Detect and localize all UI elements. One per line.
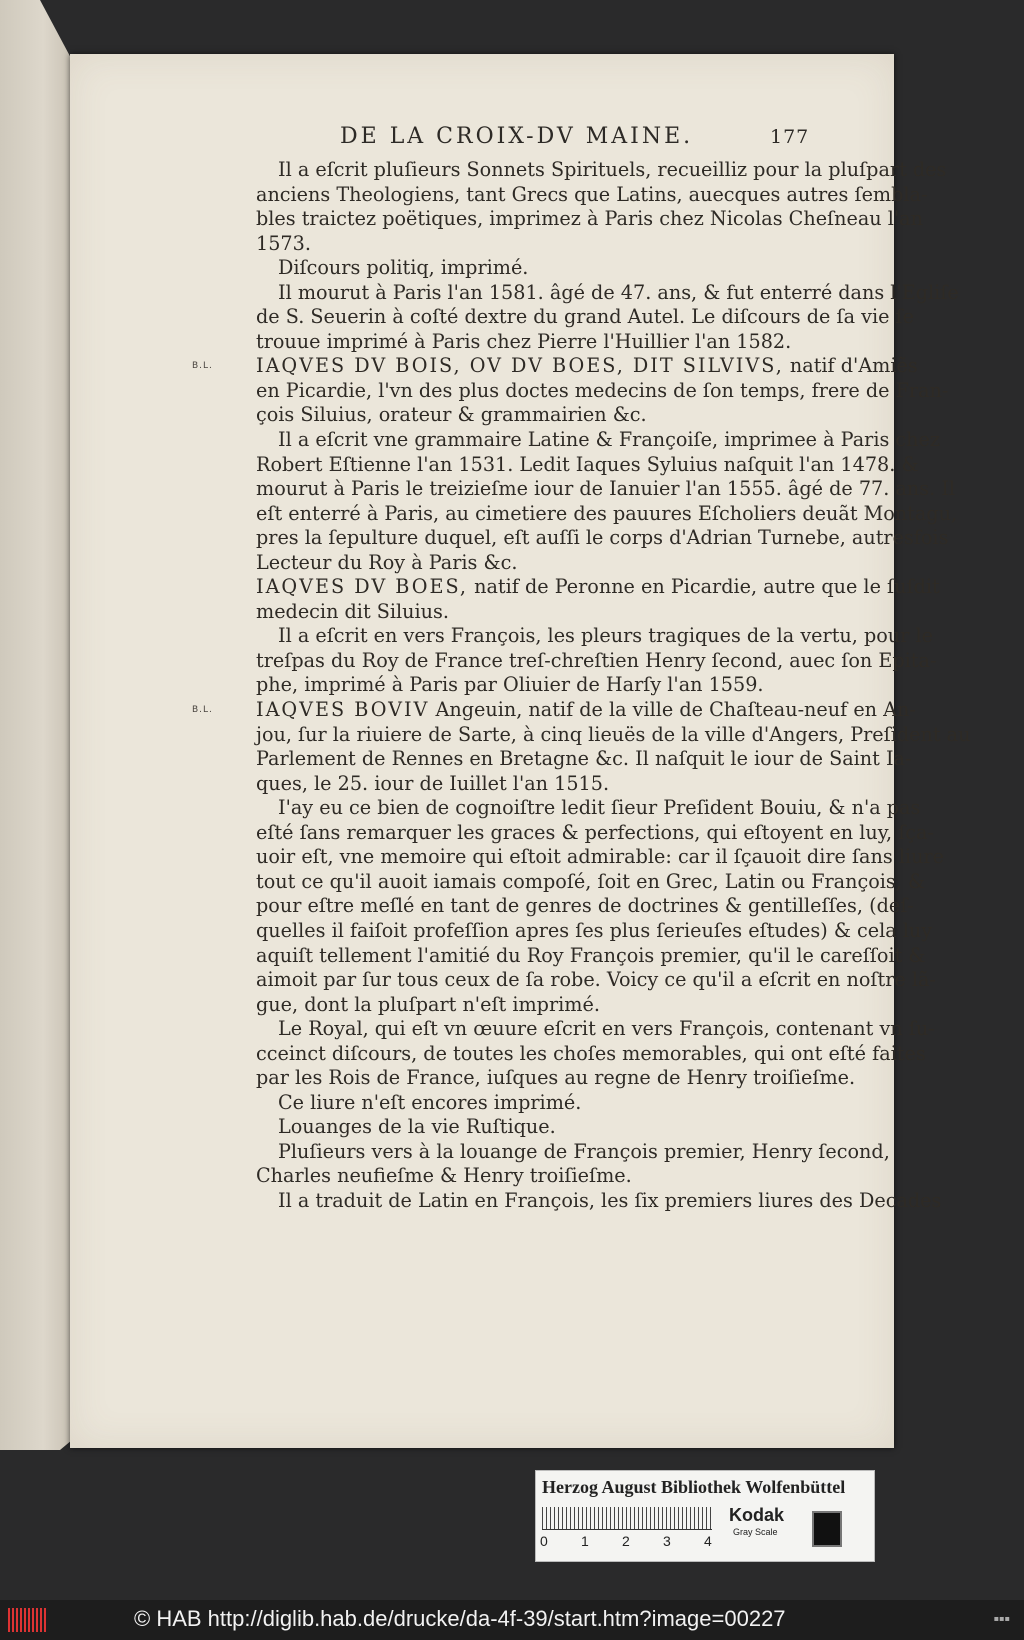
line-text: en Picardie, l'vn des plus doctes medecins de ſon temps, frere de Fran-: [256, 378, 949, 402]
line-text: jou, ſur la riuiere de Sarte, à cinq lieuës de la ville d'Angers, Preſident au: [256, 722, 971, 746]
line-text: aquiſt tellement l'amitié du Roy François premier, qu'il le careſſoit &: [256, 943, 926, 967]
scale-number: 4: [704, 1533, 712, 1549]
line-text: Il a eſcrit pluſieurs Sonnets Spirituels, recueilliz pour la pluſpart des: [278, 158, 947, 181]
entry-author-name: IAQVES BOVIV: [256, 698, 430, 722]
line-text: pres la ſepulture duquel, eſt auſſi le corps d'Adrian Turnebe, autresfois: [256, 526, 949, 550]
text-line: [256, 378, 949, 404]
running-head: DE LA CROIX-DV MAINE.: [340, 124, 694, 149]
line-text: gue, dont la pluſpart n'eſt imprimé.: [256, 992, 600, 1016]
text-line: [256, 207, 923, 232]
page-body-text: [192, 158, 971, 1214]
line-text: uoir eſt, vne memoire qui eſtoit admirable: car il ſçauoit dire ſans liure: [256, 845, 944, 869]
line-text: pour eſtre meſlé en tant de genres de doctrines & gentilleſſes, (deſ-: [256, 894, 914, 918]
line-text: phe, imprimé à Paris par Oliuier de Harſy l'an 1559.: [256, 673, 764, 697]
text-line: [256, 1041, 926, 1067]
text-line: [256, 501, 958, 527]
text-line: [256, 772, 834, 797]
margin-note: B.L.: [192, 361, 213, 372]
text-line: [256, 845, 944, 870]
line-text: Louanges de la vie Ruſtique.: [278, 1115, 556, 1139]
text-line: [256, 747, 912, 772]
line-text: tout ce qu'il auoit iamais compoſé, ſoit en Grec, Latin ou François, &: [256, 869, 926, 893]
text-line: [256, 428, 940, 453]
text-line: [256, 796, 921, 821]
gray-scale-label: Gray Scale: [733, 1527, 778, 1537]
text-line: [256, 1066, 856, 1091]
line-text: natif d'Amiẽs: [783, 354, 918, 378]
text-line: [256, 452, 919, 478]
text-line: [256, 993, 834, 1018]
line-text: quelles il faiſoit profeſſion apres ſes plus ſerieuſes eſtudes) & cela luy: [256, 918, 933, 942]
text-line: [256, 1091, 834, 1116]
line-text: I'ay eu ce bien de cognoiſtre ledit ſieur Preſident Bouiu, & n'a pas: [278, 796, 921, 820]
line-text: Angeuin, natif de la ville de Chaſteau-neuf en An-: [429, 698, 916, 722]
text-line: [256, 182, 928, 208]
line-text: Lecteur du Roy à Paris &c.: [256, 550, 518, 574]
footer-mark: ▪▪▪: [993, 1614, 1010, 1623]
text-line: [256, 1017, 935, 1042]
line-text: eſté ſans remarquer les graces & perfections, qui eſtoyent en luy, ſça-: [256, 820, 934, 844]
text-line: [256, 256, 834, 281]
text-line: [256, 1188, 942, 1214]
text-line: [256, 232, 834, 257]
text-line: [256, 158, 947, 183]
text-line: [256, 600, 834, 625]
hab-logo-icon: [8, 1608, 46, 1632]
text-line: [256, 330, 834, 355]
text-line: [256, 526, 949, 551]
line-text: aimoit par ſur tous ceux de ſa robe. Voicy ce qu'il a eſcrit en noſtre lã-: [256, 968, 936, 992]
text-line: [256, 648, 937, 674]
text-line: [256, 1115, 834, 1140]
line-text: trouue imprimé à Paris chez Pierre l'Huillier l'an 1582.: [256, 329, 792, 353]
page-header: [270, 124, 830, 154]
line-text: ques, le 25. iour de Iuillet l'an 1515.: [256, 771, 610, 795]
scale-number: 1: [581, 1533, 589, 1549]
text-line: [256, 403, 834, 428]
line-text: 1573.: [256, 231, 311, 255]
line-text: Robert Eſtienne l'an 1531. Ledit Iaques Syluius naſquit l'an 1478. &: [256, 452, 919, 476]
text-line: [256, 869, 926, 895]
text-line: [192, 698, 916, 723]
text-line: [256, 943, 926, 969]
text-line: [256, 968, 936, 993]
line-text: natif de Peronne en Picardie, autre que le ſuſdit: [468, 575, 940, 599]
footer-bar: [0, 1600, 1024, 1640]
line-text: mourut à Paris le treizieſme iour de Ianuier l'an 1555. âgé de 77. ans. Il: [256, 477, 956, 501]
text-line: [192, 354, 918, 379]
kodak-brand: Kodak: [729, 1505, 785, 1525]
color-checker-target: [535, 1470, 875, 1562]
text-line: [256, 305, 915, 330]
margin-note: B.L.: [192, 705, 213, 716]
page-number: 177: [770, 126, 810, 148]
line-text: Ce liure n'eſt encores imprimé.: [278, 1090, 582, 1114]
scale-ruler: [542, 1507, 712, 1530]
scale-number: 3: [663, 1533, 671, 1549]
entry-author-name: IAQVES DV BOES,: [256, 575, 469, 599]
line-text: Il mourut à Paris l'an 1581. âgé de 47. ans, & fut enterré dans l'Egliſe: [278, 280, 959, 304]
line-text: eſt enterré à Paris, au cimetiere des pauures Eſcholiers deuãt Montagu,: [256, 501, 958, 525]
line-text: Diſcours politiq, imprimé.: [278, 256, 529, 280]
text-line: [256, 280, 959, 306]
book-page: [70, 54, 971, 1448]
line-text: medecin dit Siluius.: [256, 599, 449, 623]
text-line: [256, 820, 934, 846]
text-line: [256, 477, 956, 502]
text-line: [256, 894, 914, 919]
entry-author-name: IAQVES DV BOIS, OV DV BOES, DIT SILVIVS,: [256, 354, 784, 378]
text-line: [256, 722, 971, 748]
scale-number: 2: [622, 1533, 630, 1549]
text-line: [256, 918, 933, 944]
library-name: Herzog August Bibliothek Wolfenbüttel: [542, 1477, 846, 1497]
scale-number: 0: [540, 1533, 548, 1549]
text-line: [256, 624, 933, 649]
text-line: [256, 673, 834, 698]
line-text: par les Rois de France, iuſques au regne de Henry troiſieſme.: [256, 1066, 856, 1090]
gray-swatch: [812, 1511, 842, 1547]
line-text: Le Royal, qui eſt vn œuure eſcrit en vers François, contenant vn ſu-: [278, 1017, 935, 1041]
line-text: Il a eſcrit en vers François, les pleurs tragiques de la vertu, pour le: [278, 624, 933, 648]
footer-copyright-url[interactable]: © HAB http://diglib.hab.de/drucke/da-4f-39/start.htm?image=00227: [134, 1606, 786, 1631]
line-text: bles traictez poëtiques, imprimez à Paris chez Nicolas Cheſneau l'an: [256, 207, 923, 231]
line-text: Il a traduit de Latin en François, les ſix premiers liures des Decades: [278, 1188, 942, 1212]
previous-page-edge: [0, 0, 72, 1450]
line-text: Pluſieurs vers à la louange de François premier, Henry ſecond,: [278, 1139, 890, 1163]
line-text: cceinct diſcours, de toutes les choſes memorables, qui ont eſté faites: [256, 1041, 926, 1065]
text-line: [256, 551, 834, 576]
line-text: anciens Theologiens, tant Grecs que Latins, auecques autres ſembla-: [256, 182, 928, 206]
text-line: [256, 1139, 890, 1165]
line-text: Charles neufieſme & Henry troiſieſme.: [256, 1164, 632, 1188]
line-text: treſpas du Roy de France treſ-chreſtien Henry ſecond, auec ſon Epita-: [256, 648, 937, 672]
line-text: çois Siluius, orateur & grammairien &c.: [256, 403, 647, 427]
line-text: de S. Seuerin à coſté dextre du grand Autel. Le diſcours de ſa vie ſe: [256, 305, 915, 329]
text-line: [256, 575, 940, 600]
text-line: [256, 1164, 834, 1189]
line-text: Il a eſcrit vne grammaire Latine & Françoiſe, imprimee à Paris chez: [278, 428, 940, 452]
line-text: Parlement de Rennes en Bretagne &c. Il naſquit le iour de Saint Ia-: [256, 747, 912, 771]
